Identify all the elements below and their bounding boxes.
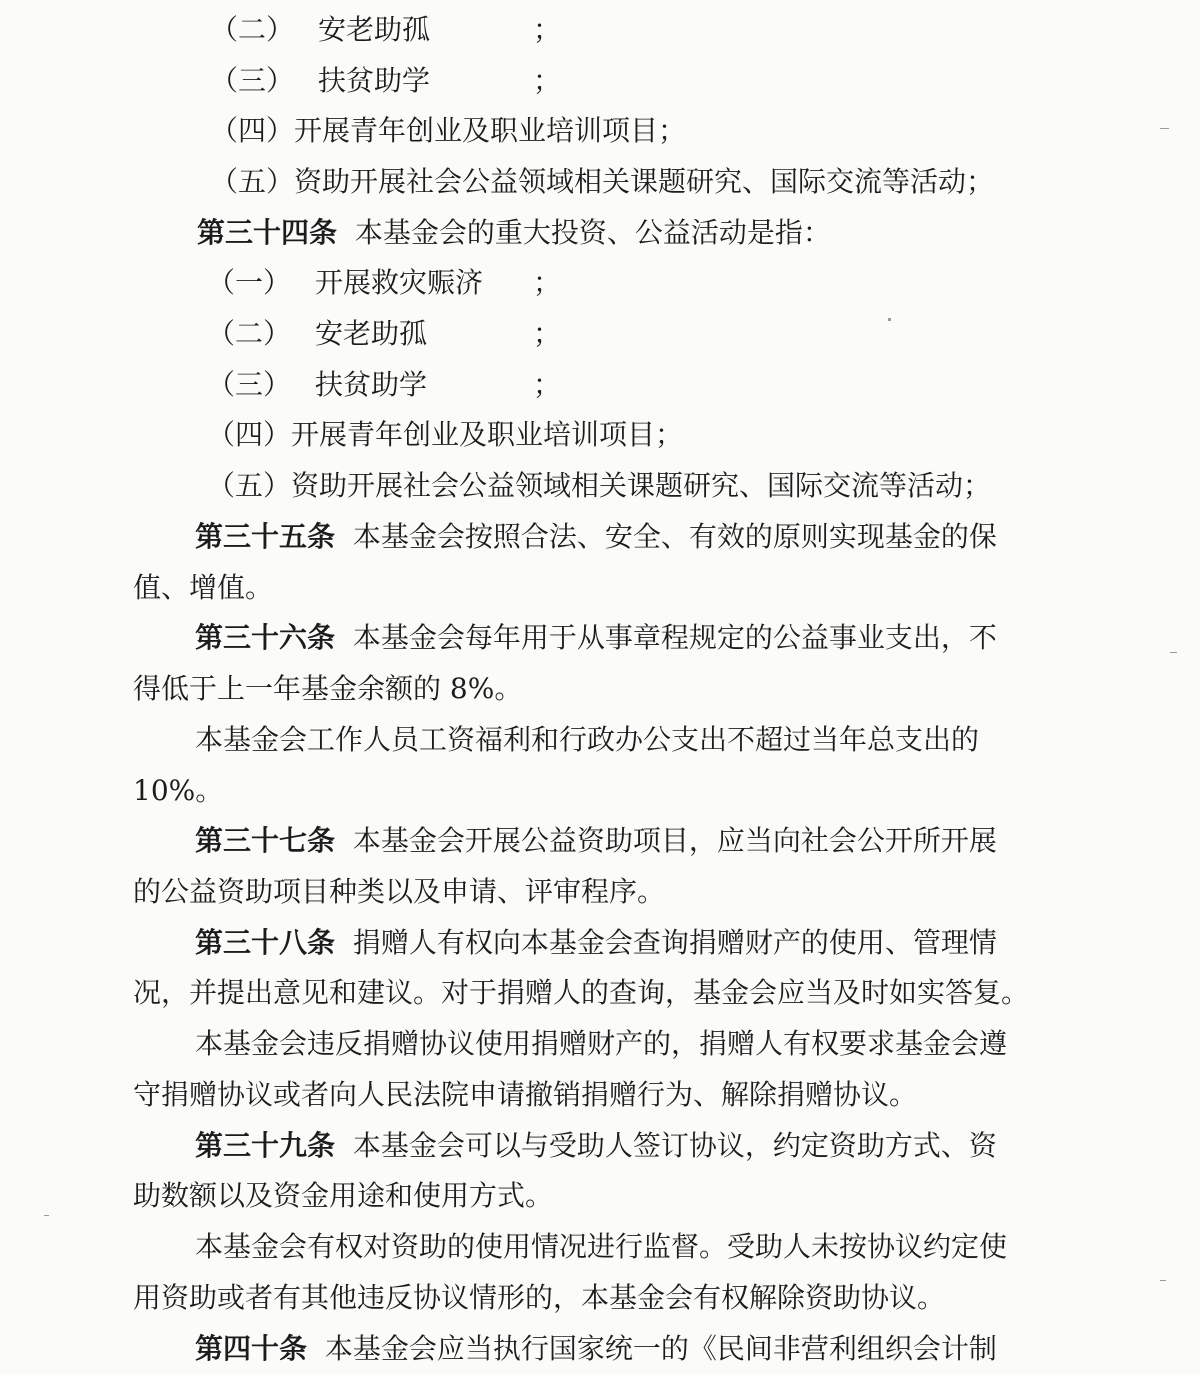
- article-text: 本基金会每年用于从事章程规定的公益事业支出，不: [352, 621, 997, 654]
- list-item: （五）资助开展社会公益领域相关课题研究、国际交流等活动；: [210, 165, 995, 198]
- list-item: （四）开展青年创业及职业培训项目；: [207, 418, 684, 451]
- article-40: [195, 1334, 997, 1364]
- list-item: [207, 268, 483, 298]
- article-text: 本基金会的重大投资、公益活动是指：: [354, 216, 831, 249]
- article-text-continued: 况，并提出意见和建议。对于捐赠人的查询，基金会应当及时如实答复。: [133, 976, 1030, 1009]
- list-number: （二）: [207, 317, 292, 350]
- article-label: 第三十五条: [195, 520, 336, 553]
- list-number: （三）: [207, 368, 292, 401]
- article-36: [195, 623, 997, 653]
- article-34: [197, 218, 831, 248]
- list-item: [207, 370, 427, 400]
- paragraph: 本基金会工作人员工资福利和行政办公支出不超过当年总支出的: [195, 723, 980, 756]
- list-number: （一）: [207, 266, 292, 299]
- article-label: 第四十条: [195, 1332, 308, 1365]
- list-text: 扶贫助学: [315, 368, 428, 401]
- scan-speck: [1160, 1280, 1166, 1281]
- article-text-continued: 得低于上一年基金余额的 8%。: [133, 672, 523, 705]
- article-text: 本基金会按照合法、安全、有效的原则实现基金的保: [352, 520, 997, 553]
- paragraph: 本基金会违反捐赠协议使用捐赠财产的，捐赠人有权要求基金会遵: [195, 1027, 1008, 1060]
- article-text-continued: 的公益资助项目种类以及申请、评审程序。: [133, 875, 666, 908]
- article-text-continued: 助数额以及资金用途和使用方式。: [133, 1179, 554, 1212]
- article-39: [195, 1131, 997, 1161]
- list-number: （三）: [210, 64, 295, 97]
- article-label: 第三十六条: [195, 621, 336, 654]
- list-text: 开展救灾赈济: [315, 266, 484, 299]
- list-item: [210, 15, 430, 45]
- article-text: 本基金会应当执行国家统一的《民间非营利组织会计制: [324, 1332, 997, 1365]
- article-label: 第三十九条: [195, 1129, 336, 1162]
- scan-speck: [888, 318, 891, 321]
- article-text: 本基金会开展公益资助项目，应当向社会公开所开展: [352, 824, 997, 857]
- article-text: 捐赠人有权向本基金会查询捐赠财产的使用、管理情: [352, 926, 997, 959]
- list-item: （五）资助开展社会公益领域相关课题研究、国际交流等活动；: [207, 469, 992, 502]
- scan-speck: [1170, 652, 1177, 653]
- list-item: （四）开展青年创业及职业培训项目；: [210, 114, 687, 147]
- scan-speck: [44, 1215, 49, 1216]
- list-item-end: ；: [533, 317, 562, 350]
- article-38: [195, 928, 997, 958]
- article-label: 第三十四条: [197, 216, 338, 249]
- article-label: 第三十七条: [195, 824, 336, 857]
- list-text: 扶贫助学: [318, 64, 431, 97]
- list-item-end: ；: [533, 13, 562, 46]
- article-35: [195, 522, 997, 552]
- list-text: 安老助孤: [315, 317, 428, 350]
- list-text: 安老助孤: [318, 13, 431, 46]
- list-item-end: ；: [533, 368, 562, 401]
- list-item-end: ；: [533, 64, 562, 97]
- list-item: [207, 319, 427, 349]
- list-item-end: ；: [533, 266, 562, 299]
- article-text: 本基金会可以与受助人签订协议，约定资助方式、资: [352, 1129, 997, 1162]
- list-number: （二）: [210, 13, 295, 46]
- list-item: [210, 66, 430, 96]
- scan-speck: [1160, 128, 1169, 129]
- paragraph: 本基金会有权对资助的使用情况进行监督。受助人未按协议约定使: [195, 1230, 1008, 1263]
- article-label: 第三十八条: [195, 926, 336, 959]
- article-37: [195, 826, 997, 856]
- paragraph-continued: 用资助或者有其他违反协议情形的，本基金会有权解除资助协议。: [133, 1281, 946, 1314]
- paragraph-continued: 守捐赠协议或者向人民法院申请撤销捐赠行为、解除捐赠协议。: [133, 1078, 918, 1111]
- article-text-continued: 值、增值。: [133, 571, 274, 604]
- paragraph-continued: 10%。: [133, 774, 224, 807]
